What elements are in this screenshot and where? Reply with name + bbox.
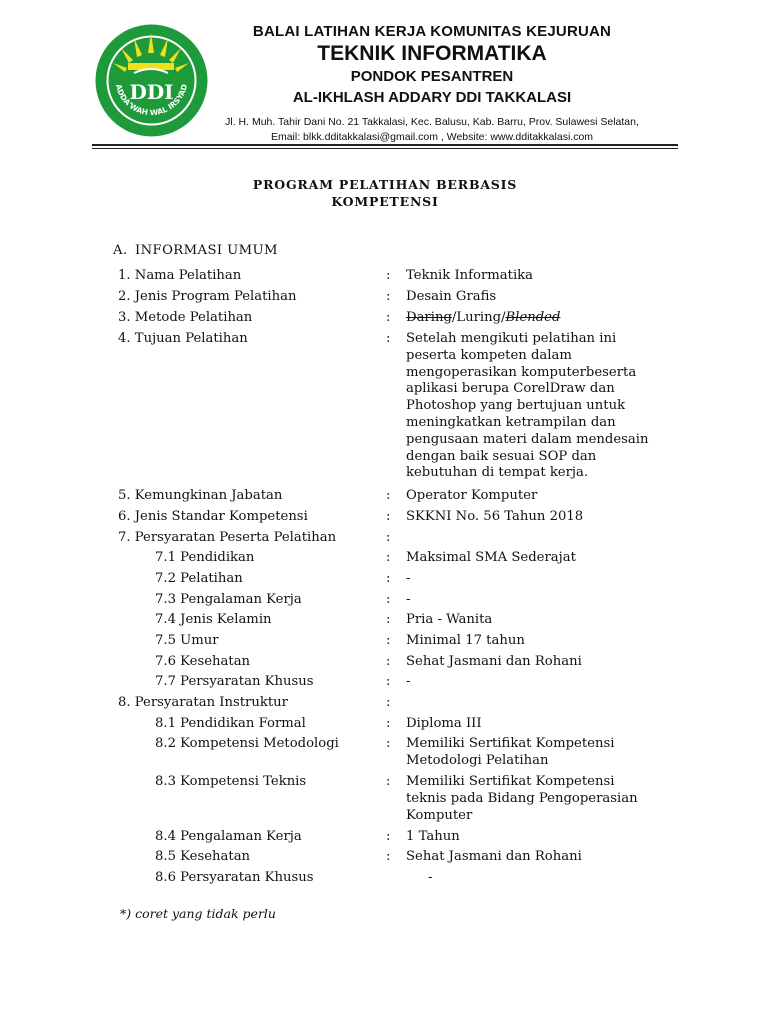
method-option-struck: Daring <box>406 310 452 325</box>
value-line: Metodologi Pelatihan <box>406 752 549 768</box>
separator: : <box>386 571 391 586</box>
section-label: INFORMASI UMUM <box>135 243 278 258</box>
document-title <box>200 176 570 210</box>
separator: : <box>386 716 391 731</box>
row-value: Sehat Jasmani dan Rohani <box>406 654 582 669</box>
boarding-school-label: PONDOK PESANTREN <box>350 68 514 85</box>
logo-ring-text: ADDA'WAH WAL IRSYAD <box>113 83 190 118</box>
row-label: 7.7 Persyaratan Khusus <box>155 674 314 689</box>
row-value: - <box>428 870 433 885</box>
logo-text: DDI <box>129 80 174 104</box>
row-label: 4. Tujuan Pelatihan <box>118 331 248 346</box>
separator: : <box>386 268 391 283</box>
row-label: 6. Jenis Standar Kompetensi <box>118 509 308 524</box>
separator: : <box>386 509 391 524</box>
row-value: Operator Komputer <box>406 488 538 503</box>
contact-line: Email: blkk.dditakkalasi@gmail.com , Website: www.dditakkalasi.com <box>270 131 594 143</box>
title-line-1: PROGRAM PELATIHAN BERBASIS <box>252 177 518 192</box>
separator: : <box>386 488 391 503</box>
row-label: 8.1 Pendidikan Formal <box>155 716 306 731</box>
separator: : <box>386 289 391 304</box>
institution-field: TEKNIK INFORMATIKA <box>317 42 547 65</box>
separator: : <box>386 310 391 325</box>
value-line: aplikasi berupa CorelDraw dan <box>406 381 615 397</box>
row-value <box>406 310 696 327</box>
row-value: Sehat Jasmani dan Rohani <box>406 849 582 864</box>
separator: : <box>386 530 391 545</box>
row-value: - <box>406 674 411 689</box>
separator: : <box>386 550 391 565</box>
letterhead-rule <box>92 144 678 146</box>
row-value: SKKNI No. 56 Tahun 2018 <box>406 509 584 524</box>
title-line-2: KOMPETENSI <box>331 194 439 209</box>
value-line: dengan baik sesuai SOP dan <box>406 448 597 464</box>
address-line: Jl. H. Muh. Tahir Dani No. 21 Takkalasi, Kec. Balusu, Kab. Barru, Prov. Sulawesi Selatan, <box>225 116 639 128</box>
separator: : <box>386 633 391 648</box>
separator: : <box>386 654 391 669</box>
row-value: Diploma III <box>406 716 482 731</box>
value-line: Photoshop yang bertujuan untuk <box>406 398 626 414</box>
row-label: 7.4 Jenis Kelamin <box>155 612 272 627</box>
value-line: peserta kompeten dalam <box>406 347 572 363</box>
separator: : <box>386 331 391 346</box>
letterhead <box>212 22 652 145</box>
row-value <box>406 736 696 770</box>
row-value: - <box>406 592 411 607</box>
row-label: 8. Persyaratan Instruktur <box>118 695 288 710</box>
value-line: mengoperasikan komputerbeserta <box>406 364 637 380</box>
separator: : <box>386 849 391 864</box>
separator: : <box>386 829 391 844</box>
row-label: 5. Kemungkinan Jabatan <box>118 488 283 503</box>
row-label: 7.5 Umur <box>155 633 219 648</box>
row-label: 8.5 Kesehatan <box>155 849 251 864</box>
section-number: A. <box>113 243 128 258</box>
row-value <box>406 774 696 824</box>
row-value: Teknik Informatika <box>406 268 534 283</box>
section-heading <box>113 243 278 258</box>
row-label: 1. Nama Pelatihan <box>118 268 242 283</box>
separator: : <box>386 592 391 607</box>
method-slash: / <box>451 310 457 325</box>
method-option-struck: Blended <box>505 310 561 325</box>
row-label: 8.3 Kompetensi Teknis <box>155 774 307 789</box>
row-value: Pria - Wanita <box>406 612 493 627</box>
value-line: Komputer <box>406 807 473 823</box>
ddi-logo <box>94 23 209 138</box>
row-value: Maksimal SMA Sederajat <box>406 550 576 565</box>
boarding-school-name: AL-IKHLASH ADDARY DDI TAKKALASI <box>292 89 572 106</box>
value-line: Memiliki Sertifikat Kompetensi <box>406 736 615 751</box>
row-label: 8.6 Persyaratan Khusus <box>155 870 314 885</box>
row-value: Minimal 17 tahun <box>406 633 525 648</box>
separator: : <box>386 674 391 689</box>
row-label: 8.4 Pengalaman Kerja <box>155 829 302 844</box>
value-line: Memiliki Sertifikat Kompetensi <box>406 774 615 789</box>
row-label: 7.2 Pelatihan <box>155 571 243 586</box>
value-line: teknis pada Bidang Pengoperasian <box>406 790 638 806</box>
row-label: 2. Jenis Program Pelatihan <box>118 289 297 304</box>
row-label: 3. Metode Pelatihan <box>118 310 253 325</box>
row-label: 7.6 Kesehatan <box>155 654 251 669</box>
separator: : <box>386 736 391 751</box>
row-value <box>406 331 696 482</box>
row-value: Desain Grafis <box>406 289 497 304</box>
footnote: *) coret yang tidak perlu <box>120 906 276 921</box>
row-value: 1 Tahun <box>406 829 460 844</box>
value-line: Setelah mengikuti pelatihan ini <box>406 331 617 346</box>
separator: : <box>386 695 391 710</box>
row-label: 7.3 Pengalaman Kerja <box>155 592 302 607</box>
separator: : <box>386 774 391 789</box>
row-value: - <box>406 571 411 586</box>
row-label: 7.1 Pendidikan <box>155 550 255 565</box>
row-label: 8.2 Kompetensi Metodologi <box>155 736 339 751</box>
method-slash: / <box>501 310 506 325</box>
value-line: meningkatkan ketrampilan dan <box>406 414 616 430</box>
separator: : <box>386 612 391 627</box>
row-label: 7. Persyaratan Peserta Pelatihan <box>118 530 337 545</box>
letterhead-rule-thin <box>92 148 678 149</box>
value-line: kebutuhan di tempat kerja. <box>406 465 589 481</box>
value-line: pengusaan materi dalam mendesain <box>406 431 649 447</box>
method-option-selected: Luring <box>456 310 502 325</box>
institution-name: BALAI LATIHAN KERJA KOMUNITAS KEJURUAN <box>252 23 612 40</box>
